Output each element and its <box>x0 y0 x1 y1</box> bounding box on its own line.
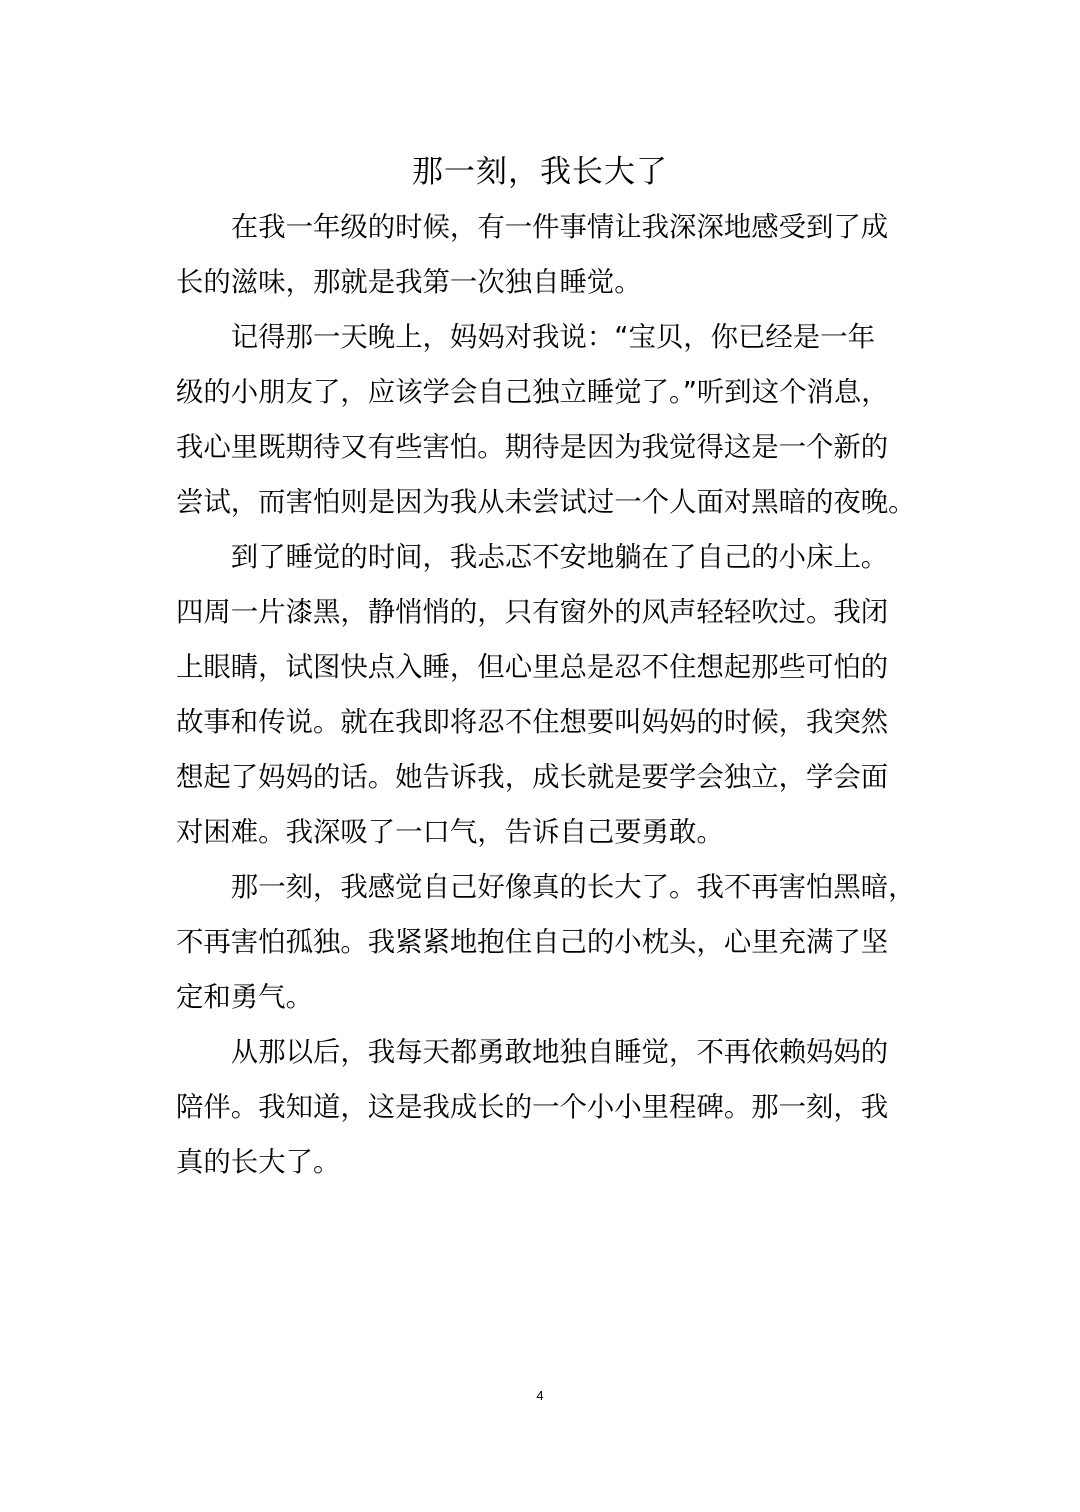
paragraph-4 <box>176 860 916 1025</box>
text-line: 从那以后，我每天都勇敢地独自睡觉，不再依赖妈妈的 <box>230 1037 889 1068</box>
text-line: 尝试，而害怕则是因为我从未尝试过一个人面对黑暗的夜晚。 <box>176 487 916 518</box>
essay-body <box>176 200 916 1190</box>
text-line: 陪伴。我知道，这是我成长的一个小小里程碑。那一刻，我 <box>176 1092 889 1123</box>
text-line: 长的滋味，那就是我第一次独自睡觉。 <box>176 267 642 298</box>
text-line: 上眼睛，试图快点入睡，但心里总是忍不住想起那些可怕的 <box>176 652 889 683</box>
page-number: 4 <box>536 1388 544 1403</box>
text-line: 在我一年级的时候，有一件事情让我深深地感受到了成 <box>230 212 889 243</box>
text-line: 记得那一天晚上，妈妈对我说：“宝贝，你已经是一年 <box>230 322 875 353</box>
text-line: 真的长大了。 <box>176 1147 341 1178</box>
paragraph-3 <box>176 530 904 860</box>
text-line: 级的小朋友了，应该学会自己独立睡觉了。”听到这个消息， <box>176 377 889 408</box>
text-line: 四周一片漆黑，静悄悄的，只有窗外的风声轻轻吹过。我闭 <box>176 597 889 628</box>
text-line: 到了睡觉的时间，我忐忑不安地躺在了自己的小床上。 <box>230 542 889 573</box>
paragraph-1 <box>176 200 904 310</box>
text-line: 故事和传说。就在我即将忍不住想要叫妈妈的时候，我突然 <box>176 707 889 738</box>
paragraph-2 <box>176 310 916 530</box>
paragraph-5 <box>176 1025 904 1190</box>
text-line: 对困难。我深吸了一口气，告诉自己要勇敢。 <box>176 817 724 848</box>
text-line: 想起了妈妈的话。她告诉我，成长就是要学会独立，学会面 <box>176 762 889 793</box>
text-line: 定和勇气。 <box>176 982 313 1013</box>
page-title: 那一刻，我长大了 <box>412 154 668 190</box>
text-line: 不再害怕孤独。我紧紧地抱住自己的小枕头，心里充满了坚 <box>176 927 889 958</box>
text-line: 那一刻，我感觉自己好像真的长大了。我不再害怕黑暗， <box>230 872 916 903</box>
text-line: 我心里既期待又有些害怕。期待是因为我觉得这是一个新的 <box>176 432 889 463</box>
